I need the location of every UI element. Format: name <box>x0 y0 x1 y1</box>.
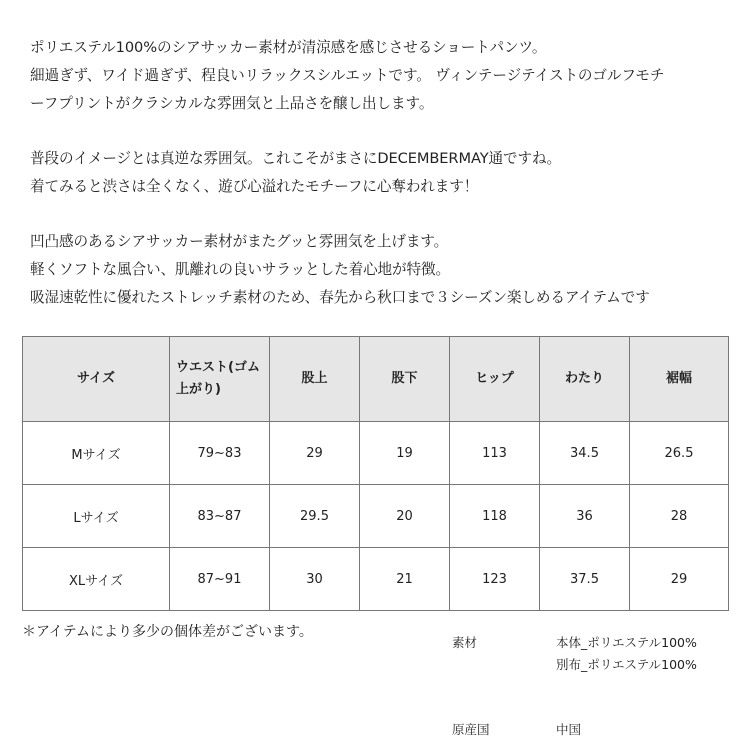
table-cell: 79~83 <box>170 422 270 485</box>
table-cell: 113 <box>450 422 540 485</box>
header-inseam: 股下 <box>360 337 450 422</box>
table-cell: 30 <box>270 548 360 611</box>
material-value-main: 本体_ポリエステル100% <box>556 635 697 650</box>
description-line: 吸湿速乾性に優れたストレッチ素材のため、春先から秋口まで３シーズン楽しめるアイテムです <box>30 289 650 306</box>
header-waist <box>170 337 270 422</box>
header-size: サイズ <box>23 337 170 422</box>
header-waist-line: ウエスト(ゴム <box>176 360 260 375</box>
header-hip: ヒップ <box>450 337 540 422</box>
table-cell: 36 <box>540 485 630 548</box>
material-label: 素材 <box>452 635 478 650</box>
table-header-row <box>23 337 729 422</box>
table-cell: 118 <box>450 485 540 548</box>
table-cell: 34.5 <box>540 422 630 485</box>
origin-value: 中国 <box>556 722 582 737</box>
product-description <box>30 34 730 312</box>
table-cell: 29.5 <box>270 485 360 548</box>
origin-label: 原産国 <box>452 722 490 737</box>
table-cell: 29 <box>270 422 360 485</box>
table-cell: 37.5 <box>540 548 630 611</box>
table-row <box>23 548 729 611</box>
table-cell: 123 <box>450 548 540 611</box>
table-row <box>23 422 729 485</box>
table-cell: 28 <box>630 485 729 548</box>
table-cell: 83~87 <box>170 485 270 548</box>
material-value-sub: 別布_ポリエステル100% <box>556 657 697 672</box>
size-table <box>22 336 729 611</box>
table-cell: 20 <box>360 485 450 548</box>
description-line: 凹凸感のあるシアサッカー素材がまたグッと雰囲気を上げます。 <box>30 233 449 250</box>
individual-difference-note: ＊アイテムにより多少の個体差がございます。 <box>22 624 313 640</box>
description-line: ーフプリントがクラシカルな雰囲気と上品さを醸し出します。 <box>30 95 434 112</box>
table-row <box>23 485 729 548</box>
table-cell: Lサイズ <box>23 485 170 548</box>
description-line: 細過ぎず、ワイド過ぎず、程良いリラックスシルエットです。 ヴィンテージテイストのゴルフモチ <box>30 67 665 84</box>
table-cell: 21 <box>360 548 450 611</box>
table-cell: XLサイズ <box>23 548 170 611</box>
description-line: ポリエステル100%のシアサッカー素材が清涼感を感じさせるショートパンツ。 <box>30 39 547 56</box>
description-line: 普段のイメージとは真逆な雰囲気。これこそがまさにDECEMBERMAY通ですね。 <box>30 150 561 167</box>
description-line: 軽くソフトな風合い、肌離れの良いサラッとした着心地が特徴。 <box>30 261 451 278</box>
table-cell: 26.5 <box>630 422 729 485</box>
description-line: 着てみると渋さは全くなく、遊び心溢れたモチーフに心奪われます！ <box>30 178 479 195</box>
header-hem: 裾幅 <box>630 337 729 422</box>
header-thigh: わたり <box>540 337 630 422</box>
header-rise: 股上 <box>270 337 360 422</box>
table-cell: 29 <box>630 548 729 611</box>
table-cell: 19 <box>360 422 450 485</box>
table-cell: Mサイズ <box>23 422 170 485</box>
header-waist-line: 上がり) <box>176 382 221 397</box>
table-cell: 87~91 <box>170 548 270 611</box>
